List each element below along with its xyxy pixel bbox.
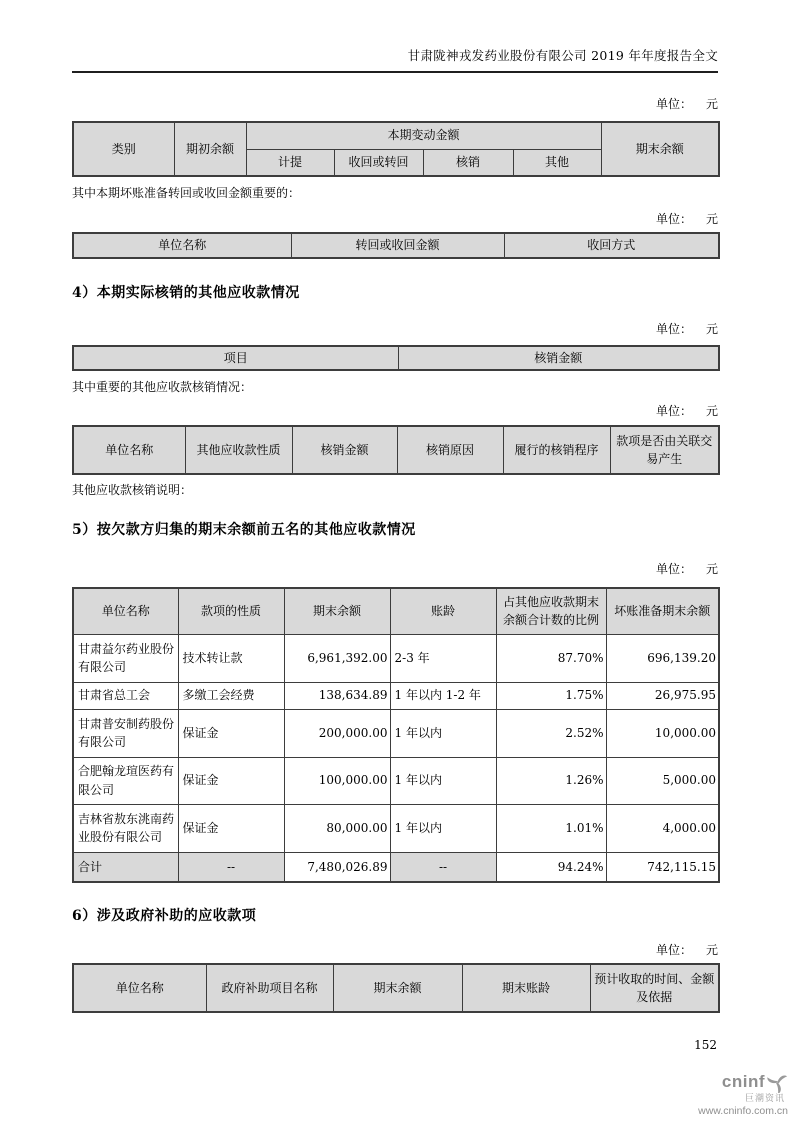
th-provision: 计提 [246,149,334,176]
cell-ending-balance: 80,000.00 [284,804,390,852]
th-beginning-balance: 期初余额 [174,122,246,176]
th-ending-balance: 期末余额 [601,122,719,176]
th-expected-collection: 预计收取的时间、金额及依据 [590,964,719,1012]
cell-ending-balance: 6,961,392.00 [284,634,390,682]
cninfo-logo [668,1072,788,1117]
cell-unit-name: 甘肃省总工会 [73,682,178,709]
th-writeoff-amount: 核销金额 [292,426,397,474]
unit-label: 单位： [655,212,692,226]
cell-aging: 1 年以内 [390,804,496,852]
th-nature: 款项的性质 [178,588,284,634]
th-proportion: 占其他应收款期末余额合计数的比例 [496,588,606,634]
cell-nature: 保证金 [178,804,284,852]
table-total-row [73,852,719,882]
th-writeoff-amount: 核销金额 [398,346,719,371]
cell-baddebt: 4,000.00 [606,804,719,852]
unit-currency: 元 [705,321,718,336]
th-aging: 账龄 [390,588,496,634]
th-subsidy-project: 政府补助项目名称 [206,964,333,1012]
th-unit-name: 单位名称 [73,233,291,258]
top5-other-receivables-table [72,587,720,883]
cell-ending-balance: 200,000.00 [284,709,390,757]
writeoff-detail-table [72,425,720,475]
unit-currency: 元 [705,212,718,226]
cell-unit-name: 合肥翰龙瑄医药有限公司 [73,757,178,804]
note-important-reversal: 其中本期坏账准备转回或收回金额重要的： [72,186,301,200]
table-row [73,804,719,852]
th-ending-aging: 期末账龄 [462,964,590,1012]
document-header-title: 甘肃陇神戎发药业股份有限公司 2019 年年度报告全文 [72,46,718,73]
cell-nature: 保证金 [178,709,284,757]
cell-baddebt: 696,139.20 [606,634,719,682]
unit-currency: 元 [705,562,718,577]
note-writeoff-explanation: 其他应收款核销说明： [72,483,193,498]
page-number: 152 [694,1038,717,1052]
table-row [73,682,719,709]
writeoff-summary-table [72,345,720,372]
cell-total-ending-balance: 7,480,026.89 [284,852,390,882]
th-related-party: 款项是否由关联交易产生 [610,426,719,474]
th-writeoff-reason: 核销原因 [397,426,503,474]
unit-line [72,941,718,958]
cell-baddebt: 10,000.00 [606,709,719,757]
unit-label: 单位： [655,404,692,419]
logo-url: www.cninfo.com.cn [698,1104,788,1117]
unit-label: 单位： [655,97,692,111]
cell-unit-name: 吉林省敖东洮南药业股份有限公司 [73,804,178,852]
th-recovery-method: 收回方式 [504,233,719,258]
cell-baddebt: 5,000.00 [606,757,719,804]
th-writeoff: 核销 [423,149,513,176]
cell-proportion: 87.70% [496,634,606,682]
cell-total-baddebt: 742,115.15 [606,852,719,882]
cell-ending-balance: 138,634.89 [284,682,390,709]
table-row [73,634,719,682]
th-receivable-nature: 其他应收款性质 [185,426,292,474]
allowance-change-table [72,121,720,177]
unit-currency: 元 [705,404,718,419]
th-unit-name: 单位名称 [73,426,185,474]
cell-baddebt: 26,975.95 [606,682,719,709]
recovery-table [72,232,720,259]
th-ending-balance: 期末余额 [333,964,462,1012]
cell-proportion: 2.52% [496,709,606,757]
cell-nature: 保证金 [178,757,284,804]
cell-unit-name: 甘肃益尔药业股份有限公司 [73,634,178,682]
cell-ending-balance: 100,000.00 [284,757,390,804]
th-other: 其他 [513,149,601,176]
unit-label: 单位： [655,321,692,336]
cell-aging: 1 年以内 [390,709,496,757]
cell-proportion: 1.75% [496,682,606,709]
unit-label: 单位： [655,562,692,577]
cell-total-nature: -- [178,852,284,882]
th-ending-balance: 期末余额 [284,588,390,634]
unit-line [72,402,718,419]
cell-aging: 2-3 年 [390,634,496,682]
cell-total-aging: -- [390,852,496,882]
th-item: 项目 [73,346,398,371]
logo-top-row [668,1072,788,1093]
unit-line [72,560,718,577]
logo-subtitle: 巨潮资讯 [744,1093,785,1103]
cell-aging: 1 年以内 1-2 年 [390,682,496,709]
cell-aging: 1 年以内 [390,757,496,804]
section-heading-5: 5）按欠款方归集的期末余额前五名的其他应收款情况 [72,522,416,539]
unit-line [72,95,718,112]
cell-total-label: 合计 [73,852,178,882]
th-unit-name: 单位名称 [73,588,178,634]
cell-proportion: 1.01% [496,804,606,852]
section-heading-6: 6）涉及政府补助的应收款项 [72,908,257,925]
cell-unit-name: 甘肃普安制药股份有限公司 [73,709,178,757]
gov-subsidy-receivables-table [72,963,720,1013]
cell-nature: 技术转让款 [178,634,284,682]
section-heading-4: 4）本期实际核销的其他应收款情况 [72,284,300,301]
unit-currency: 元 [705,943,718,958]
table-row [73,709,719,757]
note-important-writeoff: 其中重要的其他应收款核销情况： [72,380,253,395]
th-change-group: 本期变动金额 [246,122,601,149]
th-category: 类别 [73,122,174,176]
cell-nature: 多缴工会经费 [178,682,284,709]
logo-wordmark: cninf [721,1072,765,1092]
cell-total-proportion: 94.24% [496,852,606,882]
th-baddebt-ending: 坏账准备期末余额 [606,588,719,634]
th-unit-name: 单位名称 [73,964,206,1012]
table-row [73,757,719,804]
th-recovered-amount: 转回或收回金额 [291,233,504,258]
cell-proportion: 1.26% [496,757,606,804]
unit-currency: 元 [705,97,718,111]
swirl-icon [767,1072,788,1093]
unit-line [72,320,718,337]
th-writeoff-procedure: 履行的核销程序 [503,426,610,474]
unit-line [72,210,718,227]
th-recover-or-reverse: 收回或转回 [334,149,423,176]
unit-label: 单位： [655,943,692,958]
